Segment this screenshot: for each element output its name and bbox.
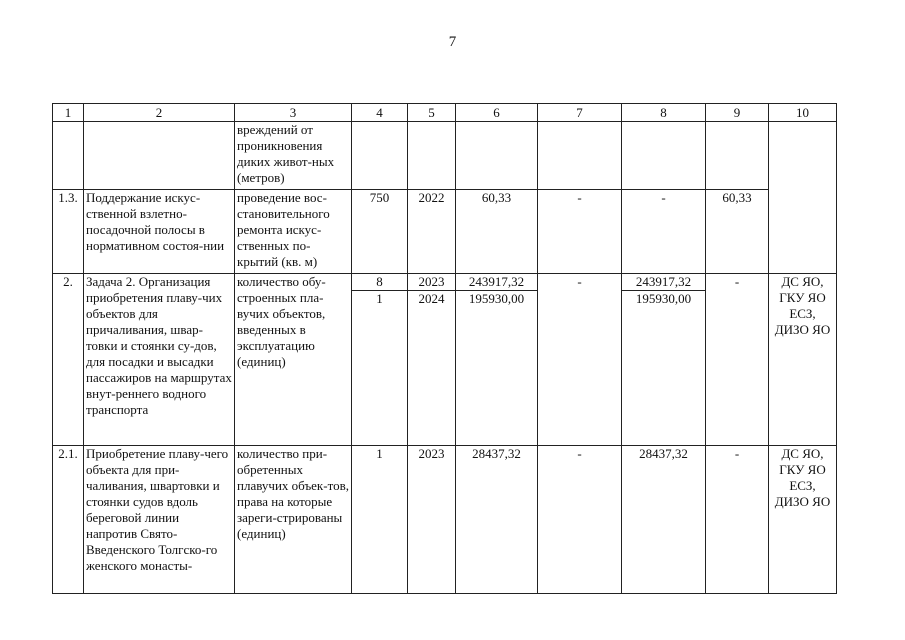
measure-name: Приобретение плаву-чего объекта для при-чаливания, швартовки и стоянки судов вдоль береговой линии напротив Свято-Введенского Толгско-го женского монасты- [84,446,235,594]
amount-col9: - [706,274,769,446]
header-row [53,104,837,122]
col-header-10: 10 [769,104,837,122]
year-cell: 2023 [408,274,456,291]
amount-col9: 60,33 [706,190,769,274]
indicator-cell: проведение вос-становительного ремонта искус-ственных по-крытий (кв. м) [235,190,352,274]
indicator-cell: количество обу-строенных пла-вучих объектов, введенных в эксплуатацию (единиц) [235,274,352,446]
year-cell: 2023 [408,446,456,594]
row-number: 2. [53,274,84,446]
table-row-2-1 [53,446,837,594]
indicator-value: 1 [352,446,408,594]
amount-col8: 195930,00 [622,291,706,446]
total-amount: 28437,32 [456,446,538,594]
row-number: 1.3. [53,190,84,274]
indicator-value: 1 [352,291,408,446]
amount-col7: - [538,446,622,594]
table-row-2a [53,274,837,291]
responsible-orgs: ДС ЯО, ГКУ ЯО ЕСЗ, ДИЗО ЯО [769,274,837,446]
indicator-value: 8 [352,274,408,291]
amount-col7: - [538,274,622,446]
col-header-8: 8 [622,104,706,122]
table-row-continuation [53,122,837,190]
col-header-1: 1 [53,104,84,122]
col-header-2: 2 [84,104,235,122]
amount-col7: - [538,190,622,274]
amount-col8: 243917,32 [622,274,706,291]
year-cell: 2022 [408,190,456,274]
col-header-3: 3 [235,104,352,122]
indicator-value: 750 [352,190,408,274]
col-header-9: 9 [706,104,769,122]
col-header-6: 6 [456,104,538,122]
amount-col9: - [706,446,769,594]
indicator-cell: врeждений от проникновения диких живот-ных (метров) [235,122,352,190]
total-amount: 60,33 [456,190,538,274]
total-amount: 195930,00 [456,291,538,446]
amount-col8: 28437,32 [622,446,706,594]
indicator-cell: количество при-обретенных плавучих объек-тов, права на которые зареги-стрированы (единиц) [235,446,352,594]
col-header-4: 4 [352,104,408,122]
task-name: Задача 2. Организация приобретения плаву-чих объектов для причаливания, швар-товки и стоянки су-дов, для посадки и высадки пассажиров на маршрутах внут-реннего водного транспорта [84,274,235,446]
page-number: 7 [448,34,457,50]
responsible-orgs: ДС ЯО, ГКУ ЯО ЕСЗ, ДИЗО ЯО [769,446,837,594]
total-amount: 243917,32 [456,274,538,291]
col-header-7: 7 [538,104,622,122]
col-header-5: 5 [408,104,456,122]
program-table [52,103,837,594]
row-number: 2.1. [53,446,84,594]
amount-col8: - [622,190,706,274]
year-cell: 2024 [408,291,456,446]
measure-name: Поддержание искус-ственной взлетно-посадочной полосы в нормативном состоя-нии [84,190,235,274]
table-row-1-3 [53,190,837,274]
